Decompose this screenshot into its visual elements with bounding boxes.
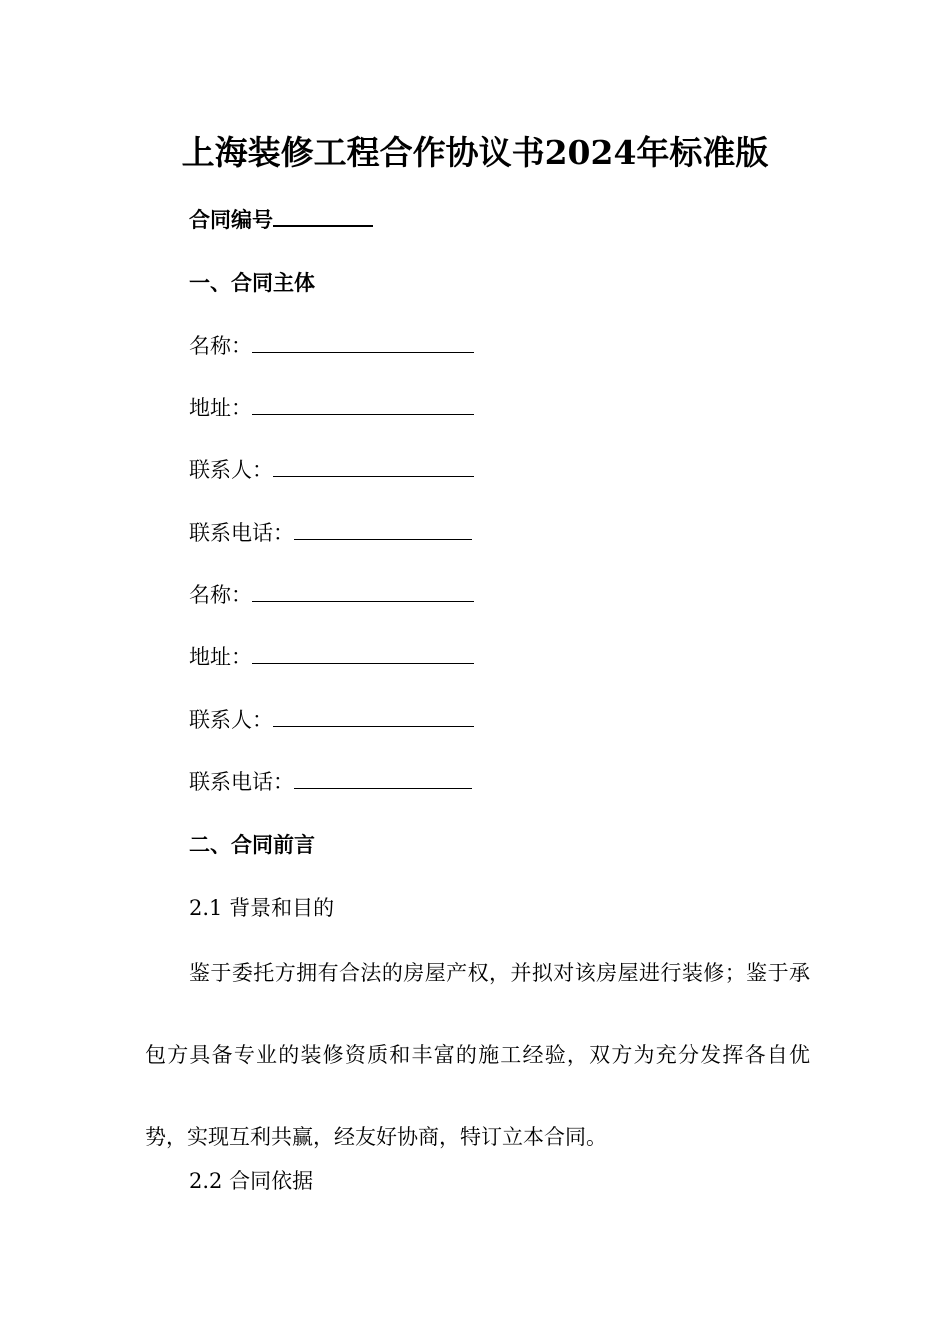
section-heading-parties: 一、合同主体	[189, 270, 315, 295]
party-b-phone-label: 联系电话：	[189, 770, 294, 794]
party-b-name-blank	[252, 581, 474, 602]
party-a-phone-blank	[294, 519, 472, 540]
section-heading-preamble: 二、合同前言	[189, 832, 315, 857]
party-a-name-line	[189, 331, 474, 361]
party-a-contact-label: 联系人：	[189, 458, 273, 482]
contract-number-line	[189, 205, 373, 235]
party-a-contact-line	[189, 455, 474, 485]
contract-number-blank	[273, 205, 373, 227]
party-b-name-line	[189, 580, 474, 610]
party-a-address-label: 地址：	[189, 396, 252, 420]
party-b-contact-blank	[273, 706, 474, 727]
party-a-name-label: 名称：	[189, 334, 252, 358]
subsection-2-1-heading: 2.1 背景和目的	[189, 896, 335, 920]
subsection-2-2-heading: 2.2 合同依据	[189, 1169, 314, 1193]
party-a-contact-blank	[273, 456, 474, 477]
contract-number-label: 合同编号	[189, 207, 273, 232]
paragraph-2-1: 鉴于委托方拥有合法的房屋产权，并拟对该房屋进行装修；鉴于承包方具备专业的装修资质和丰富的施工经验，双方为充分发挥各自优势，实现互利共赢，经友好协商，特订立本合同。	[145, 961, 810, 1149]
party-b-address-label: 地址：	[189, 645, 252, 669]
document-title: 上海装修工程合作协议书2024年标准版	[181, 133, 769, 172]
party-a-phone-line	[189, 518, 472, 548]
party-b-address-blank	[252, 643, 474, 664]
party-b-phone-line	[189, 767, 472, 797]
party-a-phone-label: 联系电话：	[189, 521, 294, 545]
party-a-address-blank	[252, 394, 474, 415]
party-b-phone-blank	[294, 768, 472, 789]
party-b-address-line	[189, 642, 474, 672]
party-a-name-blank	[252, 332, 474, 353]
party-b-contact-line	[189, 705, 474, 735]
party-a-address-line	[189, 393, 474, 423]
party-b-name-label: 名称：	[189, 583, 252, 607]
party-b-contact-label: 联系人：	[189, 708, 273, 732]
